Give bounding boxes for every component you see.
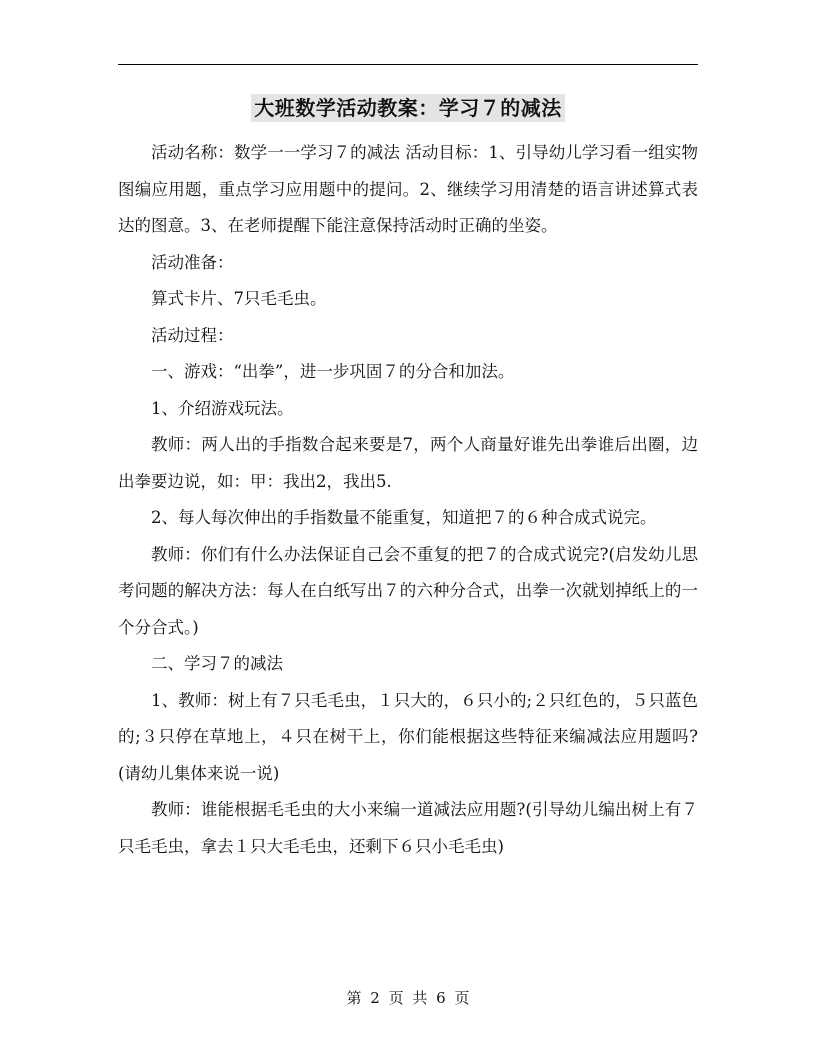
paragraph-preparation-materials: 算式卡片、7只毛毛虫。 bbox=[151, 289, 327, 308]
paragraph-teacher-question: 教师：你们有什么办法保证自己会不重复的把７的合成式说完?(启发幼儿思考问题的解决方法：每人在白纸写出７的六种分合式，出拳一次就划掉纸上的一个分合式。) bbox=[118, 544, 698, 637]
document-body bbox=[118, 135, 698, 865]
paragraph-preparation-heading: 活动准备： bbox=[151, 252, 234, 272]
paragraph-section-one-heading: 一、游戏：“出拳”，进一步巩固７的分合和加法。 bbox=[151, 362, 515, 381]
paragraph-no-repeat-rule: 2、每人每次伸出的手指数量不能重复，知道把７的６种合成式说完。 bbox=[151, 508, 657, 527]
document-title: 大班数学活动教案：学习７的减法 bbox=[251, 94, 565, 122]
paragraph-activity-name-goals: 活动名称：数学一一学习７的减法 活动目标：1、引导幼儿学习看一组实物图编应用题，重点学习应用题中的提问。2、继续学习用清楚的语言讲述算式表达的图意。3、在老师提醒下能注意保持活动时正确的坐姿。 bbox=[118, 143, 698, 235]
title-container bbox=[0, 94, 816, 122]
paragraph-game-rules-heading: 1、介绍游戏玩法。 bbox=[151, 398, 294, 418]
page-number-footer: 第 2 页 共 6 页 bbox=[346, 989, 470, 1007]
header-rule bbox=[118, 64, 698, 65]
paragraph-caterpillar-features: 1、教师：树上有７只毛毛虫，１只大的，６只小的;２只红色的，５只蓝色的;３只停在草地上，４只在树干上，你们能根据这些特征来编减法应用题吗?(请幼儿集体来说一说) bbox=[118, 690, 698, 783]
paragraph-section-two-heading: 二、学习７的减法 bbox=[151, 654, 283, 673]
paragraph-subtraction-problem: 教师：谁能根据毛毛虫的大小来编一道减法应用题?(引导幼儿编出树上有７只毛毛虫，拿去１只大毛毛虫，还剩下６只小毛毛虫) bbox=[118, 800, 698, 856]
paragraph-process-heading: 活动过程： bbox=[151, 325, 234, 345]
paragraph-teacher-game-rules: 教师：两人出的手指数合起来要是7，两个人商量好谁先出拳谁后出圈，边出拳要边说，如：甲：我出2，我出5. bbox=[118, 435, 698, 491]
